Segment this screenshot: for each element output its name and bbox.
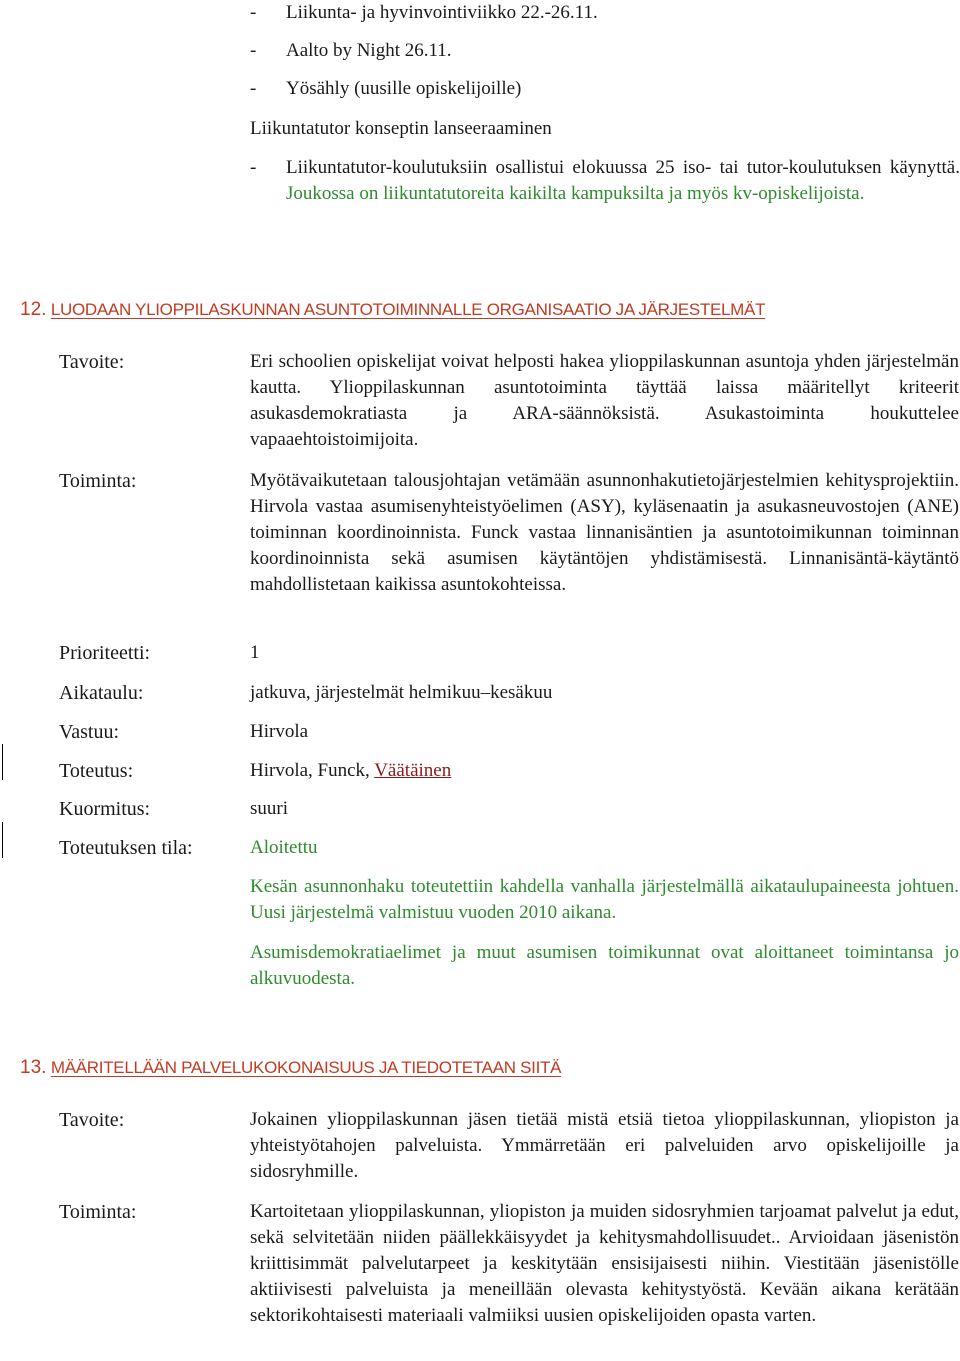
toiminta-label: Toiminta: <box>59 470 137 492</box>
bullet-text: Yösähly (uusille opiskelijoille) <box>286 78 522 99</box>
vastuu-label: Vastuu: <box>59 721 119 743</box>
aikataulu-label: Aikataulu: <box>59 682 144 704</box>
section-number: 12. <box>20 299 47 320</box>
tutor-bullet: - Liikuntatutor-koulutuksiin osallistui elokuussa 25 iso- tai tutor-koulutuksen käynyttä. Joukossa on liikuntatutoreita kaikilta kampuksilta ja myös kv-opiskelijoista. <box>250 155 960 207</box>
toiminta-text: Myötävaikutetaan talousjohtajan vetämään asunnonhakutietojärjestelmien kehitysprojektiin. Hirvola vastaa asumisenyhteistyöelimen (ASY), kyläsenaatin ja asukasneuvostojen (ANE) toiminnan koordinoinnista. Funck vastaa linnanisäntien ja asuntotoimikunnan toiminnan koordinoinnista sekä asumisen käytäntöjen yhdistämisestä. Linnanisäntä-käytäntö mahdollistetaan kaikissa asuntokohteissa. <box>250 470 959 595</box>
vastuu-value: Hirvola <box>250 721 309 742</box>
intro-bullet-list <box>250 0 960 114</box>
section-number: 13. <box>20 1057 47 1078</box>
tutor-bullet-green: Joukossa on liikuntatutoreita kaikilta kampuksilta ja myös kv-opiskelijoista. <box>286 183 865 204</box>
tavoite-text: Eri schoolien opiskelijat voivat helposti hakea ylioppilaskunnan asuntoja yhden järjestelmän kautta. Ylioppilaskunnan asuntotoiminta täyttää laissa määritellyt kriteerit asukasdemokratiasta ja ARA-säännöksistä. Asukastoiminta houkuttelee vapaaehtoistoimijoita. <box>250 351 959 450</box>
section-title: MÄÄRITELLÄÄN PALVELUKOKONAISUUS JA TIEDOTETAAN SIITÄ <box>50 1058 562 1077</box>
prioriteetti-value: 1 <box>250 642 260 663</box>
bullet-text: Liikunta- ja hyvinvointiviikko 22.-26.11. <box>286 2 598 23</box>
tila-label: Toteutuksen tila: <box>59 837 193 859</box>
section-12-heading <box>20 299 765 321</box>
toiminta-label: Toiminta: <box>59 1201 137 1223</box>
bullet-text: Aalto by Night 26.11. <box>286 40 452 61</box>
change-bar <box>2 744 3 780</box>
status-paragraph-2: Asumisdemokratiaelimet ja muut asumisen toimikunnat ovat aloittaneet toimintansa jo alkuvuodesta. <box>250 942 959 989</box>
kuormitus-label: Kuormitus: <box>59 798 151 820</box>
prioriteetti-label: Prioriteetti: <box>59 642 151 664</box>
tavoite-label: Tavoite: <box>59 1109 125 1131</box>
toteutus-link[interactable]: Väätäinen <box>374 760 452 781</box>
toteutus-label: Toteutus: <box>59 760 134 782</box>
tila-value: Aloitettu <box>250 837 318 858</box>
list-item: - Liikunta- ja hyvinvointiviikko 22.-26.11. <box>250 2 598 23</box>
list-item: - Yösähly (uusille opiskelijoille) <box>250 78 522 99</box>
toteutus-names: Hirvola, Funck, <box>250 760 375 781</box>
change-bar <box>2 822 3 858</box>
tavoite-text: Jokainen ylioppilaskunnan jäsen tietää mistä etsiä tietoa ylioppilaskunnan, yliopiston ja yhteistyötahojen palveluista. Ymmärretään eri palveluiden arvo opiskelijoille ja sidosryhmille. <box>250 1109 959 1182</box>
kuormitus-value: suuri <box>250 798 288 819</box>
tutor-bullet-text <box>286 155 960 207</box>
section-13-heading <box>20 1057 561 1079</box>
toiminta-text: Kartoitetaan ylioppilaskunnan, yliopiston ja muiden sidosryhmien tarjoamat palvelut ja edut, sekä selvitetään niiden päällekkäisyydet ja kehitysmahdollisuudet.. Arvioidaan jäsenistön kriittisimmät palvelutarpeet ja keskitytään ensisijaisesti niihin. Viestitään jäsenistölle aktiivisesti palveluista ja meneillään olevasta kehitystyöstä. Kevään aikana kerätään sektorikohtaisesti materiaali valmiiksi uusien opiskelijoiden opasta varten. <box>250 1201 959 1326</box>
tavoite-label: Tavoite: <box>59 351 125 373</box>
list-item: - Aalto by Night 26.11. <box>250 40 452 61</box>
section-title: LUODAAN YLIOPPILASKUNNAN ASUNTOTOIMINNALLE ORGANISAATIO JA JÄRJESTELMÄT <box>50 300 766 319</box>
subheading: Liikuntatutor konseptin lanseeraaminen <box>250 118 552 139</box>
toteutus-value <box>250 758 451 784</box>
aikataulu-value: jatkuva, järjestelmät helmikuu–kesäkuu <box>250 682 553 703</box>
status-paragraph-1: Kesän asunnonhaku toteutettiin kahdella vanhalla järjestelmällä aikataulupaineesta johtuen. Uusi järjestelmä valmistuu vuoden 2010 aikana. <box>250 876 959 923</box>
tutor-bullet-black: Liikuntatutor-koulutuksiin osallistui elokuussa 25 iso- tai tutor-koulutuksen käynyttä. <box>286 157 960 178</box>
